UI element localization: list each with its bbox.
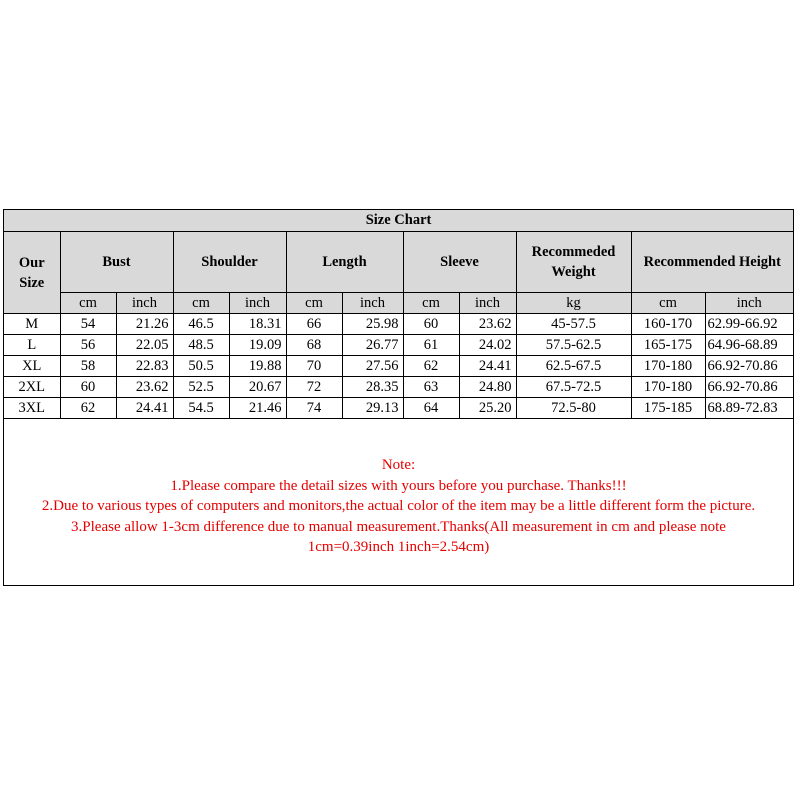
cell-length-cm: 74 [286,398,342,419]
cell-weight: 72.5-80 [516,398,631,419]
unit-height-cm: cm [631,293,705,314]
cell-height-inch: 68.89-72.83 [705,398,793,419]
cell-shoulder-inch: 18.31 [229,314,286,335]
header-weight [516,232,631,293]
cell-size: 2XL [4,377,60,398]
cell-sleeve-cm: 61 [403,335,459,356]
unit-height-inch: inch [705,293,793,314]
cell-weight: 67.5-72.5 [516,377,631,398]
header-our-size [4,232,60,314]
unit-length-cm: cm [286,293,342,314]
cell-bust-cm: 60 [60,377,116,398]
header-shoulder: Shoulder [173,232,286,293]
cell-height-inch: 66.92-70.86 [705,356,793,377]
cell-sleeve-inch: 25.20 [459,398,516,419]
table-row [4,356,793,377]
note-heading: Note: [381,457,416,473]
cell-sleeve-cm: 60 [403,314,459,335]
cell-shoulder-inch: 19.09 [229,335,286,356]
table-row [4,335,793,356]
cell-shoulder-cm: 52.5 [173,377,229,398]
size-table [4,210,793,419]
table-row [4,377,793,398]
cell-sleeve-inch: 24.02 [459,335,516,356]
header-weight-line2: Weight [551,264,596,280]
cell-sleeve-inch: 23.62 [459,314,516,335]
header-sleeve: Sleeve [403,232,516,293]
cell-size: L [4,335,60,356]
cell-length-cm: 68 [286,335,342,356]
cell-bust-cm: 54 [60,314,116,335]
table-title: Size Chart [4,210,793,232]
cell-height-cm: 160-170 [631,314,705,335]
cell-shoulder-cm: 46.5 [173,314,229,335]
cell-length-cm: 72 [286,377,342,398]
cell-bust-cm: 56 [60,335,116,356]
cell-height-cm: 165-175 [631,335,705,356]
table-row [4,398,793,419]
note-line-3b: 1cm=0.39inch 1inch=2.54cm) [307,539,490,555]
note-line-3a: 3.Please allow 1-3cm difference due to manual measurement.Thanks(All measurement in cm and please note [71,518,726,535]
cell-bust-inch: 22.05 [116,335,173,356]
cell-height-inch: 62.99-66.92 [705,314,793,335]
cell-weight: 62.5-67.5 [516,356,631,377]
cell-size: XL [4,356,60,377]
cell-length-inch: 25.98 [342,314,403,335]
cell-shoulder-inch: 21.46 [229,398,286,419]
cell-weight: 45-57.5 [516,314,631,335]
cell-bust-cm: 62 [60,398,116,419]
table-row [4,314,793,335]
cell-height-inch: 66.92-70.86 [705,377,793,398]
cell-bust-inch: 22.83 [116,356,173,377]
unit-bust-inch: inch [116,293,173,314]
cell-height-cm: 170-180 [631,356,705,377]
note-line-2: 2.Due to various types of computers and monitors,the actual color of the item may be a little different form the picture. [41,498,756,514]
cell-bust-inch: 21.26 [116,314,173,335]
cell-sleeve-cm: 62 [403,356,459,377]
cell-bust-cm: 58 [60,356,116,377]
unit-length-inch: inch [342,293,403,314]
cell-sleeve-inch: 24.41 [459,356,516,377]
cell-length-inch: 29.13 [342,398,403,419]
cell-shoulder-cm: 54.5 [173,398,229,419]
cell-length-inch: 26.77 [342,335,403,356]
unit-sleeve-inch: inch [459,293,516,314]
cell-length-inch: 28.35 [342,377,403,398]
cell-length-cm: 66 [286,314,342,335]
header-weight-line1: Recommeded [531,244,616,260]
cell-size: M [4,314,60,335]
cell-height-cm: 175-185 [631,398,705,419]
cell-weight: 57.5-62.5 [516,335,631,356]
unit-bust-cm: cm [60,293,116,314]
cell-length-cm: 70 [286,356,342,377]
cell-sleeve-cm: 63 [403,377,459,398]
cell-height-inch: 64.96-68.89 [705,335,793,356]
notes-section [4,455,793,558]
cell-height-cm: 170-180 [631,377,705,398]
cell-size: 3XL [4,398,60,419]
unit-weight-kg: kg [516,293,631,314]
cell-bust-inch: 23.62 [116,377,173,398]
cell-sleeve-inch: 24.80 [459,377,516,398]
size-chart [3,209,794,586]
cell-shoulder-inch: 19.88 [229,356,286,377]
cell-shoulder-inch: 20.67 [229,377,286,398]
header-our-size-line2: Size [19,274,45,291]
unit-shoulder-cm: cm [173,293,229,314]
header-bust: Bust [60,232,173,293]
cell-shoulder-cm: 48.5 [173,335,229,356]
cell-sleeve-cm: 64 [403,398,459,419]
cell-bust-inch: 24.41 [116,398,173,419]
header-length: Length [286,232,403,293]
note-line-1: 1.Please compare the detail sizes with yours before you purchase. Thanks!!! [170,477,627,494]
header-height: Recommended Height [631,232,793,293]
unit-sleeve-cm: cm [403,293,459,314]
cell-shoulder-cm: 50.5 [173,356,229,377]
header-our-size-line1: Our [18,254,45,271]
cell-length-inch: 27.56 [342,356,403,377]
unit-shoulder-inch: inch [229,293,286,314]
